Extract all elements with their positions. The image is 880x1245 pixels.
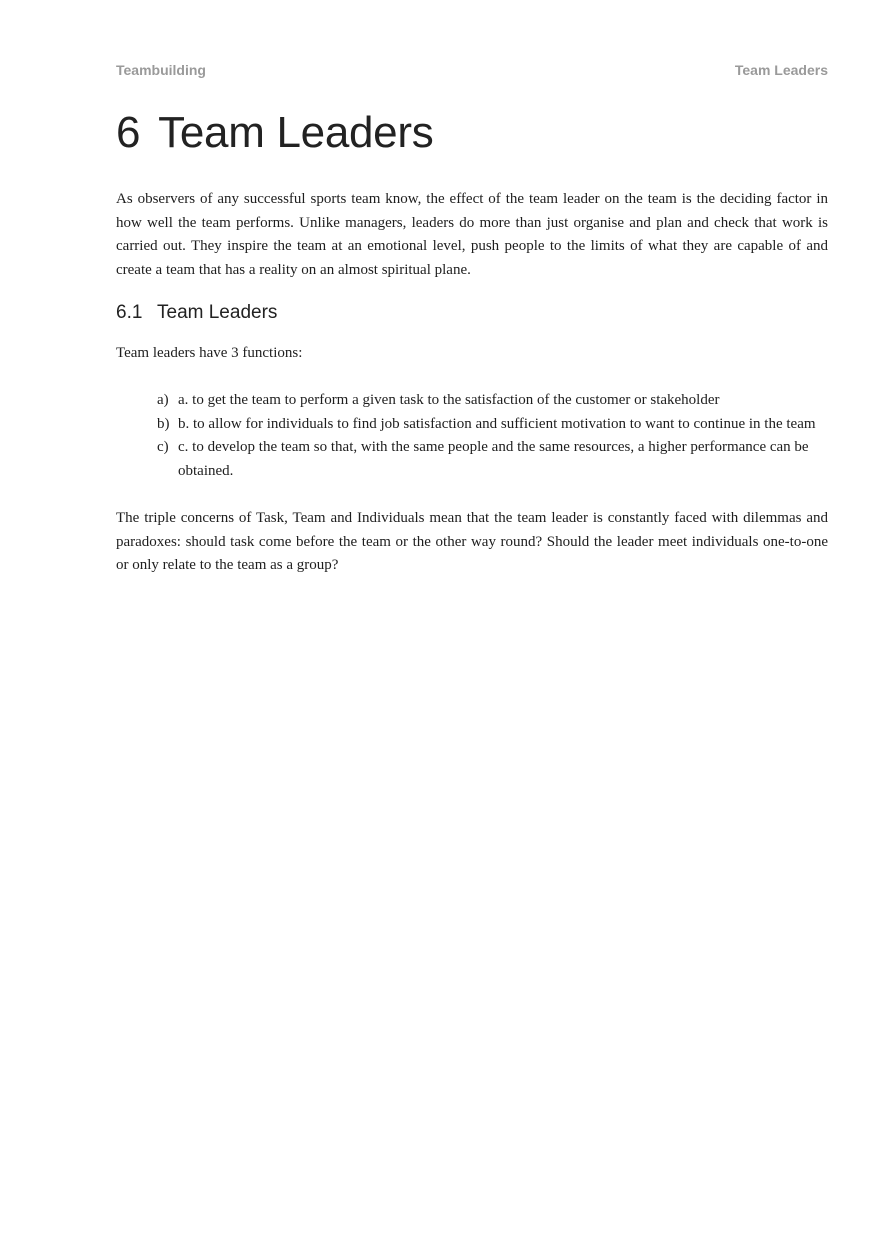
functions-intro: Team leaders have 3 functions: [116,345,303,361]
functions-list [157,389,817,484]
section-heading [116,302,277,324]
list-item-text: a. to get the team to perform a given task to the satisfaction of the customer or stakeholder [178,392,720,408]
list-marker: a) [157,392,169,408]
section-title-text: Team Leaders [157,302,278,323]
header-book-title: Teambuilding [116,62,206,78]
list-item-text: b. to allow for individuals to find job satisfaction and sufficient motivation to want to continue in the team [178,415,816,432]
list-item [157,413,817,437]
chapter-number: 6 [116,108,141,157]
chapter-title [116,108,433,158]
list-marker: b) [157,415,170,432]
list-item [157,389,817,413]
intro-paragraph: As observers of any successful sports team know, the effect of the team leader on the team is the deciding factor in how well the team performs. Unlike managers, leaders do more than just organise and plan and check that work is carried out. They inspire the team at an emotional level, push people to the limits of what they are capable of and create a team that has a reality on an almost spiritual plane. [116,191,828,279]
concerns-paragraph: The triple concerns of Task, Team and Individuals mean that the team leader is constantly faced with dilemmas and paradoxes: should task come before the team or the other way round? Should the leader meet individuals one-to-one or only relate to the team as a group? [116,510,828,574]
chapter-title-text: Team Leaders [158,108,434,157]
list-marker: c) [157,439,169,456]
running-header [116,62,828,82]
list-item [157,436,817,483]
list-item-text: c. to develop the team so that, with the same people and the same resources, a higher performance can be obtained. [178,439,809,480]
section-number: 6.1 [116,302,143,323]
header-chapter-title: Team Leaders [734,62,828,78]
